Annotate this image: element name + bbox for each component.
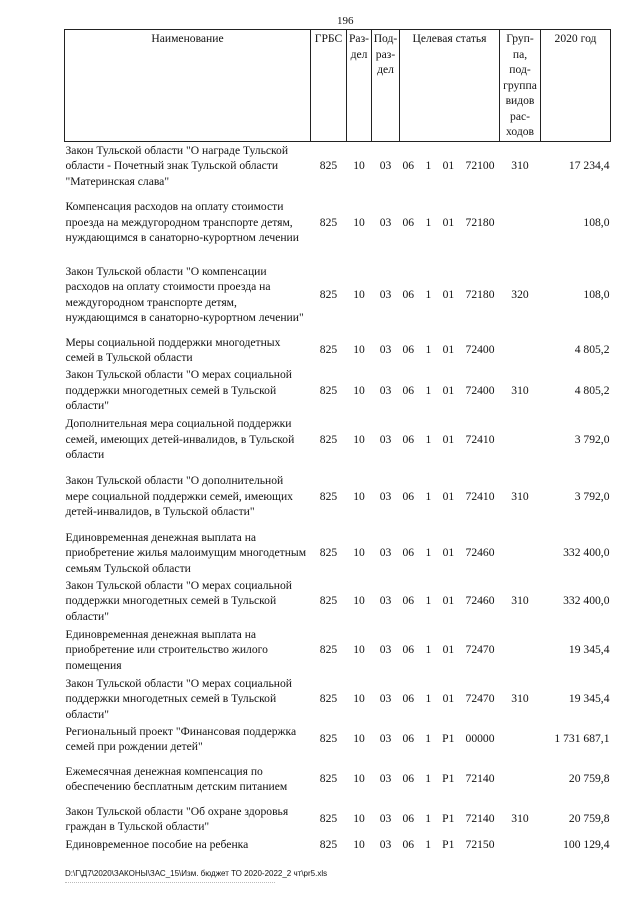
row-group: 310 <box>511 594 529 608</box>
row-amount: 4 805,2 <box>574 343 610 357</box>
row-target-part: Р1 <box>442 772 455 786</box>
row-target-part: 72140 <box>465 812 495 826</box>
row-target-part: 06 <box>402 432 415 446</box>
row-target <box>400 190 500 255</box>
row-target-part: 1 <box>425 837 432 851</box>
row-name: Региональный проект "Финансовая поддержка семей при рождении детей" <box>65 724 297 753</box>
row-target <box>400 755 500 803</box>
row-amount: 108,0 <box>583 215 610 229</box>
row-target-part: 1 <box>425 159 432 172</box>
row-name: Закон Тульской области "О мерах социальной поддержки многодетных семей в Тульской области" <box>65 578 293 623</box>
row-grbs: 825 <box>319 546 338 560</box>
table-row <box>65 415 611 464</box>
row-amount: 1 731 687,1 <box>554 732 610 746</box>
table-row <box>65 334 611 366</box>
row-target-part: Р1 <box>442 732 455 746</box>
row-amount: 3 792,0 <box>574 489 610 503</box>
table-row <box>65 529 611 577</box>
row-amount: 3 792,0 <box>574 432 610 446</box>
row-target-part: 06 <box>402 772 415 786</box>
row-razdel: 10 <box>353 546 365 560</box>
row-target <box>400 141 500 190</box>
row-target <box>400 803 500 835</box>
row-amount: 19 345,4 <box>568 692 610 706</box>
row-group <box>500 334 541 366</box>
row-target-part: 1 <box>425 692 432 706</box>
row-podrazdel: 03 <box>379 432 392 446</box>
row-target-part: 06 <box>402 159 415 172</box>
row-razdel: 10 <box>353 837 365 851</box>
row-target-part: 06 <box>402 692 415 706</box>
row-target-part: Р1 <box>442 837 455 851</box>
row-target-part: 72470 <box>465 692 495 706</box>
row-target-part: 72100 <box>465 159 495 172</box>
row-podrazdel: 03 <box>379 215 392 229</box>
row-razdel: 10 <box>353 343 365 357</box>
row-target-part: 1 <box>425 812 432 826</box>
row-target-part: 00000 <box>465 732 495 746</box>
row-razdel: 10 <box>353 643 365 657</box>
row-grbs: 825 <box>319 383 338 397</box>
row-target-part: 06 <box>402 812 415 826</box>
row-razdel: 10 <box>353 159 365 172</box>
row-target-part: 72180 <box>465 215 495 229</box>
row-target-part: 1 <box>425 215 432 229</box>
row-amount: 100 129,4 <box>563 837 610 851</box>
header-year: 2020 год <box>541 30 611 142</box>
row-group: 320 <box>511 287 529 301</box>
row-podrazdel: 03 <box>379 343 392 357</box>
row-grbs: 825 <box>319 594 338 608</box>
table-row <box>65 464 611 529</box>
row-target-part: 72140 <box>465 772 495 786</box>
row-target-part: 01 <box>442 159 455 172</box>
row-target <box>400 255 500 334</box>
row-target <box>400 366 500 415</box>
table-row <box>65 835 611 854</box>
row-podrazdel: 03 <box>379 643 392 657</box>
row-group <box>500 529 541 577</box>
row-target-part: 1 <box>425 489 432 503</box>
row-target-part: 1 <box>425 343 432 357</box>
row-target-part: 01 <box>442 489 455 503</box>
row-target-part: 1 <box>425 772 432 786</box>
row-podrazdel: 03 <box>379 772 392 786</box>
table-row <box>65 255 611 334</box>
row-podrazdel: 03 <box>379 812 392 826</box>
row-name: Закон Тульской области "Об охране здоровья граждан в Тульской области" <box>65 804 289 833</box>
row-target-part: 01 <box>442 343 455 357</box>
row-target-part: 1 <box>425 594 432 608</box>
row-target-part: 01 <box>442 215 455 229</box>
file-path-footer: D:\Г\Д7\2020\ЗАКОНЫ\ЗАС_15\Изм. бюджет ТО 2020-2022_2 чт\pr5.xls <box>65 869 328 878</box>
row-name: Ежемесячная денежная компенсация по обеспечению бесплатным детским питанием <box>65 764 288 793</box>
table-row <box>65 577 611 625</box>
row-grbs: 825 <box>319 837 338 851</box>
row-podrazdel: 03 <box>379 159 392 172</box>
row-group: 310 <box>511 383 529 397</box>
row-razdel: 10 <box>353 287 365 301</box>
row-podrazdel: 03 <box>379 837 392 851</box>
row-razdel: 10 <box>353 489 365 503</box>
row-amount: 332 400,0 <box>563 594 610 608</box>
row-grbs: 825 <box>319 692 338 706</box>
row-group <box>500 190 541 255</box>
row-target <box>400 625 500 675</box>
row-group: 310 <box>511 692 529 706</box>
row-target-part: 1 <box>425 643 432 657</box>
row-target-part: 1 <box>425 383 432 397</box>
row-group <box>500 625 541 675</box>
row-name: Единовременное пособие на ребенка <box>65 837 249 851</box>
row-target-part: 72470 <box>465 643 495 657</box>
row-target-part: 01 <box>442 546 455 560</box>
table-row <box>65 625 611 675</box>
row-target-part: 1 <box>425 546 432 560</box>
row-group <box>500 415 541 464</box>
row-grbs: 825 <box>319 732 338 746</box>
row-group <box>500 755 541 803</box>
row-grbs: 825 <box>319 343 338 357</box>
row-target <box>400 723 500 755</box>
row-target-part: 1 <box>425 732 432 746</box>
row-target <box>400 464 500 529</box>
row-target-part: 01 <box>442 692 455 706</box>
row-target-part: 72400 <box>465 343 495 357</box>
row-grbs: 825 <box>319 489 338 503</box>
table-row <box>65 755 611 803</box>
row-target-part: 1 <box>425 432 432 446</box>
table-row <box>65 675 611 723</box>
row-razdel: 10 <box>353 383 365 397</box>
row-grbs: 825 <box>319 432 338 446</box>
row-target-part: 01 <box>442 643 455 657</box>
row-target-part: 06 <box>402 837 415 851</box>
row-target-part: 01 <box>442 432 455 446</box>
row-target <box>400 415 500 464</box>
row-target-part: 01 <box>442 594 455 608</box>
row-target-part: 06 <box>402 546 415 560</box>
row-group: 310 <box>511 159 529 172</box>
row-amount: 332 400,0 <box>563 546 610 560</box>
row-grbs: 825 <box>319 159 338 172</box>
table-row <box>65 190 611 255</box>
row-amount: 20 759,8 <box>568 812 610 826</box>
row-target <box>400 577 500 625</box>
row-target-part: 06 <box>402 732 415 746</box>
row-amount: 108,0 <box>583 287 610 301</box>
row-name: Закон Тульской области "О компенсации расходов на оплату стоимости проезда на междугородном транспорте детям, нуждающимся в санаторно-курортном лечении" <box>65 264 304 324</box>
row-target-part: 72180 <box>465 287 495 301</box>
row-target-part: 06 <box>402 383 415 397</box>
table-row <box>65 723 611 755</box>
row-razdel: 10 <box>353 812 365 826</box>
header-podrazdel: Под-раз-дел <box>372 30 400 142</box>
row-name: Закон Тульской области "О награде Тульской области - Почетный знак Тульской области "Материнская слава" <box>65 143 289 188</box>
row-podrazdel: 03 <box>379 732 392 746</box>
row-target <box>400 835 500 854</box>
budget-table <box>64 29 611 854</box>
row-podrazdel: 03 <box>379 383 392 397</box>
row-group <box>500 723 541 755</box>
row-target <box>400 675 500 723</box>
row-amount: 17 234,4 <box>568 159 610 172</box>
row-podrazdel: 03 <box>379 594 392 608</box>
footer-rule <box>65 882 275 883</box>
row-target-part: 06 <box>402 643 415 657</box>
row-amount: 20 759,8 <box>568 772 610 786</box>
row-grbs: 825 <box>319 215 338 229</box>
row-name: Единовременная денежная выплата на приобретение или строительство жилого помещения <box>65 627 268 672</box>
row-name: Дополнительная мера социальной поддержки семей, имеющих детей-инвалидов, в Тульской области <box>65 417 295 462</box>
row-podrazdel: 03 <box>379 692 392 706</box>
row-target <box>400 334 500 366</box>
row-razdel: 10 <box>353 772 365 786</box>
table-row <box>65 803 611 835</box>
row-target-part: 72400 <box>465 383 495 397</box>
row-target-part: 72410 <box>465 432 495 446</box>
header-target: Целевая статья <box>400 30 500 142</box>
row-grbs: 825 <box>319 812 338 826</box>
row-name: Компенсация расходов на оплату стоимости проезда на междугородном транспорте детям, нуждающимся в санаторно-курортном лечении <box>65 200 299 245</box>
row-grbs: 825 <box>319 287 338 301</box>
row-target-part: 72460 <box>465 594 495 608</box>
row-group: 310 <box>511 812 529 826</box>
row-name: Закон Тульской области "О мерах социальной поддержки многодетных семей в Тульской области" <box>65 676 293 721</box>
table-row <box>65 141 611 190</box>
row-target-part: 01 <box>442 383 455 397</box>
row-target-part: 72410 <box>465 489 495 503</box>
row-grbs: 825 <box>319 643 338 657</box>
table-header-row <box>65 30 611 142</box>
row-razdel: 10 <box>353 692 365 706</box>
row-podrazdel: 03 <box>379 546 392 560</box>
row-target-part: 06 <box>402 215 415 229</box>
row-target-part: 06 <box>402 594 415 608</box>
row-razdel: 10 <box>353 215 365 229</box>
row-target-part: 01 <box>442 287 455 301</box>
row-amount: 4 805,2 <box>574 383 610 397</box>
row-target <box>400 529 500 577</box>
row-target-part: Р1 <box>442 812 455 826</box>
row-name: Закон Тульской области "О дополнительной мере социальной поддержки семей, имеющих детей-инвалидов, в Тульской области" <box>65 474 293 519</box>
header-razdel: Раз-дел <box>347 30 372 142</box>
page-number: 196 <box>337 15 354 27</box>
row-grbs: 825 <box>319 772 338 786</box>
row-name: Единовременная денежная выплата на приобретение жилья малоимущим многодетным семьям Тульской области <box>65 530 307 575</box>
table-row <box>65 366 611 415</box>
row-group <box>500 835 541 854</box>
row-target-part: 72460 <box>465 546 495 560</box>
row-target-part: 06 <box>402 287 415 301</box>
row-name: Закон Тульской области "О мерах социальной поддержки многодетных семей в Тульской области" <box>65 368 293 413</box>
row-target-part: 06 <box>402 343 415 357</box>
row-razdel: 10 <box>353 594 365 608</box>
row-target-part: 72150 <box>465 837 495 851</box>
table-body <box>65 141 611 854</box>
row-podrazdel: 03 <box>379 287 392 301</box>
header-group: Груп-па, под-группа видов рас-ходов <box>500 30 541 142</box>
row-razdel: 10 <box>353 732 365 746</box>
row-target-part: 06 <box>402 489 415 503</box>
row-name: Меры социальной поддержки многодетных семей в Тульской области <box>65 335 281 364</box>
row-podrazdel: 03 <box>379 489 392 503</box>
row-amount: 19 345,4 <box>568 643 610 657</box>
header-name: Наименование <box>65 30 311 142</box>
row-target-part: 1 <box>425 287 432 301</box>
row-group: 310 <box>511 489 529 503</box>
row-razdel: 10 <box>353 432 365 446</box>
header-grbs: ГРБС <box>311 30 347 142</box>
